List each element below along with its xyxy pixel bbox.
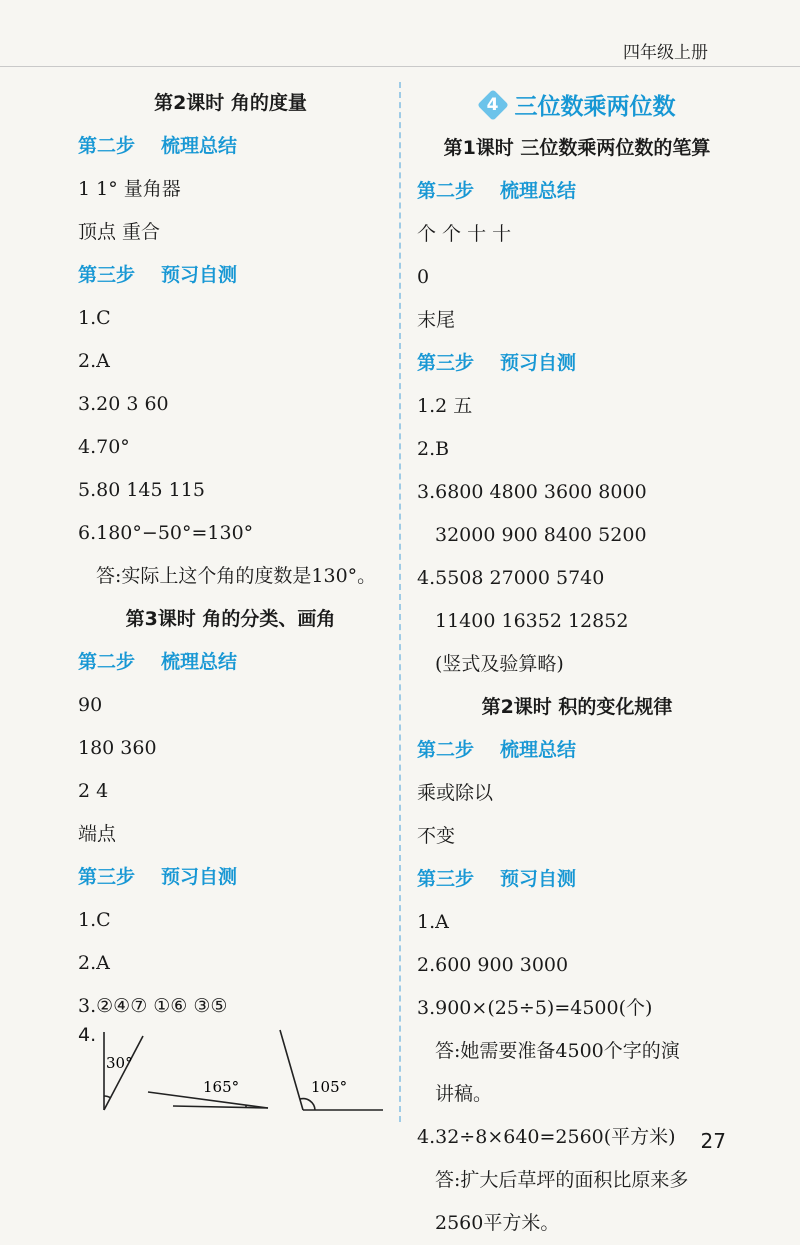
step-label: 第二步	[417, 739, 475, 761]
chapter-title	[417, 82, 737, 127]
step-name: 梳理总结	[500, 180, 577, 202]
answer-line: 2.600 900 3000	[417, 954, 569, 976]
angle-label: 30°	[106, 1054, 133, 1072]
answer-statement: 讲稿。	[435, 1083, 493, 1105]
summary-line: 0	[417, 266, 430, 288]
answer-line: 5.80 145 115	[78, 479, 205, 501]
answer-line: 2.B	[417, 438, 450, 460]
answer-line: 4.70°	[78, 436, 130, 458]
step-heading	[78, 254, 383, 297]
answer-line: 4.5508 27000 5740	[417, 567, 605, 589]
step-name: 预习自测	[500, 868, 577, 890]
angle-label: 165°	[203, 1078, 240, 1096]
step-label: 第三步	[78, 264, 136, 286]
header-rule	[0, 66, 800, 67]
chapter-number: 4	[486, 94, 499, 115]
summary-line: 顶点 重合	[78, 221, 161, 243]
step-label: 第三步	[417, 868, 475, 890]
summary-line: 90	[78, 694, 103, 716]
answer-line: 6.180°−50°=130°	[78, 522, 254, 544]
answer-line: 2.A	[78, 350, 110, 372]
answer-line: 1.A	[417, 911, 449, 933]
step-name: 梳理总结	[161, 135, 238, 157]
column-divider	[399, 82, 401, 1122]
angle-diagram	[78, 1022, 388, 1117]
summary-line: 个 个 十 十	[417, 223, 512, 245]
answer-line: 1.2 五	[417, 395, 473, 417]
angle-figures	[78, 1022, 388, 1121]
lesson-title: 第1课时 三位数乘两位数的笔算	[443, 137, 711, 159]
step-name: 预习自测	[161, 866, 238, 888]
step-label: 第二步	[417, 180, 475, 202]
summary-line: 端点	[78, 823, 117, 845]
summary-line: 1 1° 量角器	[78, 178, 181, 200]
answer-line: 3.900×(25÷5)=4500(个)	[417, 997, 653, 1019]
summary-line: 乘或除以	[417, 782, 494, 804]
step-label: 第二步	[78, 651, 136, 673]
step-heading	[78, 856, 383, 899]
left-column	[78, 82, 383, 1028]
summary-line: 末尾	[417, 309, 456, 331]
answer-statement: 2560平方米。	[435, 1212, 560, 1234]
step-label: 第二步	[78, 135, 136, 157]
answer-line: 3.②④⑦ ①⑥ ③⑤	[78, 995, 228, 1017]
chapter-name: 三位数乘两位数	[514, 94, 676, 120]
summary-line: 2 4	[78, 780, 109, 802]
lesson-title: 第2课时 积的变化规律	[481, 696, 673, 718]
step-heading	[78, 641, 383, 684]
angle-label: 105°	[311, 1078, 348, 1096]
step-name: 梳理总结	[500, 739, 577, 761]
answer-statement: 答:扩大后草坪的面积比原来多	[435, 1169, 689, 1191]
chapter-badge	[479, 91, 507, 119]
step-heading	[417, 342, 737, 385]
answer-line: 2.A	[78, 952, 110, 974]
lesson-title: 第3课时 角的分类、画角	[125, 608, 336, 630]
answer-line: 3.20 3 60	[78, 393, 169, 415]
step-name: 预习自测	[161, 264, 238, 286]
step-heading	[78, 125, 383, 168]
summary-line: 180 360	[78, 737, 157, 759]
answer-statement: 答:实际上这个角的度数是130°。	[96, 565, 377, 587]
step-heading	[417, 729, 737, 772]
answer-line: 3.6800 4800 3600 8000	[417, 481, 647, 503]
answer-line: 1.C	[78, 307, 111, 329]
lesson-title: 第2课时 角的度量	[154, 92, 307, 114]
answer-note: (竖式及验算略)	[435, 653, 564, 675]
step-label: 第三步	[78, 866, 136, 888]
right-column	[417, 82, 737, 1245]
step-heading	[417, 170, 737, 213]
page-number: 27	[700, 1129, 726, 1153]
step-name: 梳理总结	[161, 651, 238, 673]
grade-label: 四年级上册	[623, 43, 708, 63]
answer-line: 4.32÷8×640=2560(平方米)	[417, 1126, 676, 1148]
answer-line: 4.	[78, 1024, 97, 1046]
answer-statement: 答:她需要准备4500个字的演	[435, 1040, 680, 1062]
step-label: 第三步	[417, 352, 475, 374]
answer-line: 11400 16352 12852	[435, 610, 629, 632]
answer-line: 1.C	[78, 909, 111, 931]
answer-line: 32000 900 8400 5200	[435, 524, 647, 546]
step-heading	[417, 858, 737, 901]
step-name: 预习自测	[500, 352, 577, 374]
summary-line: 不变	[417, 825, 456, 847]
angle-105	[280, 1030, 383, 1110]
